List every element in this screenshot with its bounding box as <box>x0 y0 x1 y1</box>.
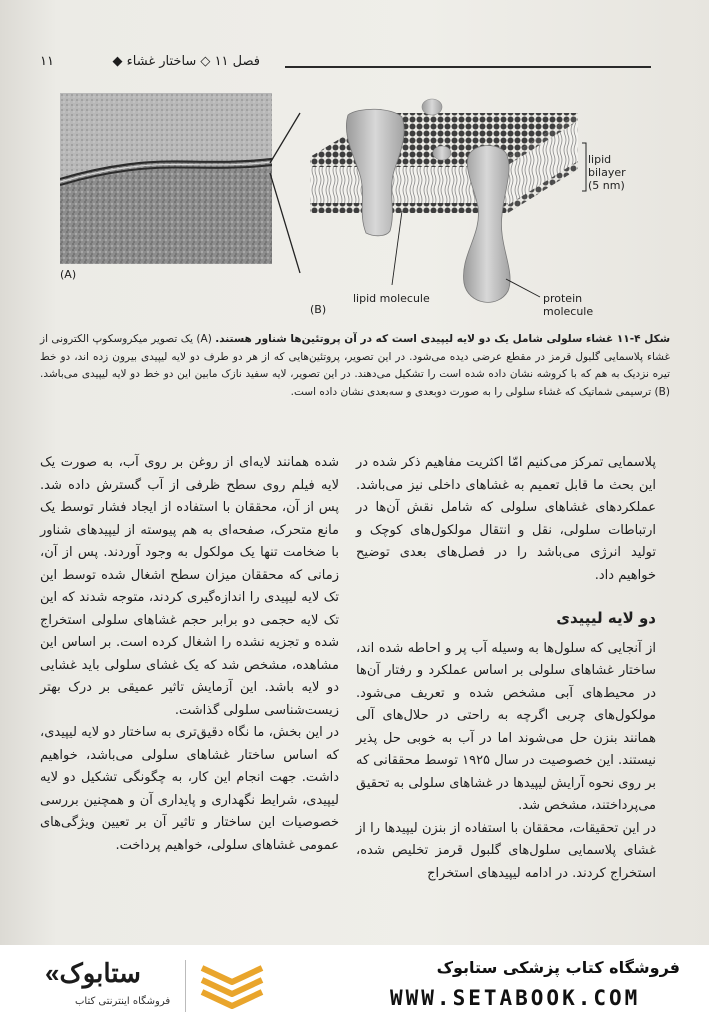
figure-caption <box>40 331 670 401</box>
protein-molecule-label <box>543 292 593 318</box>
shop-url[interactable]: WWW.SETABOOK.COM <box>390 986 641 1010</box>
book-stack-icon <box>196 962 268 1012</box>
page-number: ۱۱ <box>40 54 54 69</box>
lipid-bilayer-label-line1: lipid <box>588 153 612 166</box>
right-paragraph-2: از آنجایی که سلول‌ها به وسیله آب پر و احاطه شده اند، ساختار غشاهای سلولی بر اساس عملکرد و رفتار آن‌ها در محیط‌های آبی مشخص شده و تعریف می‌شود. مولکول‌های چربی اگرچه به راحتی در حلال‌های آلی همانند بنزن حل می‌شوند اما در آب به خوبی حل پذیر نیستند. این خصوصیت در سال ۱۹۲۵ توسط محققانی که بر روی نحوه آرایش لیپیدها در غشاهای سلولی به تحقیق می‌پرداختند، مشخص شد. <box>356 640 656 813</box>
right-paragraph-1: پلاسمایی تمرکز می‌کنیم امّا اکثریت مفاهیم ذکر شده در این بحث ما قابل تعمیم به غشاهای داخلی نیز می‌باشد. عملکردهای غشاهای سلولی که شامل نقش آن‌ها در ارتباطات سلولی، نقل و انتقال مولکول‌های کوچک و تولید انرژی می‌باشد را در فصل‌های بعدی توضیح خواهیم داد. <box>356 455 656 583</box>
logo-divider <box>185 960 186 1012</box>
left-column <box>40 452 339 857</box>
shop-name: فروشگاه کتاب پزشکی ستابوک <box>436 958 680 977</box>
logo-wordmark: «ستابوک <box>45 958 141 988</box>
page-header <box>0 52 709 82</box>
left-paragraph-2: در این بخش، ما نگاه دقیق‌تری به ساختار دو لایه لیپیدی، که اساس ساختار غشاهای سلولی می‌باشد، خواهیم داشت. جهت انجام این کار، به چگونگی تشکیل دو لایه لیپیدی، شرایط نگهداری و پایداری آن و همچنین بررسی خصوصیات این ساختار و تاثیر آن بر تعیین ویژگی‌های عمومی غشاهای سلولی، خواهیم پرداخت. <box>40 725 339 853</box>
caption-body: (A) یک تصویر میکروسکوپ الکترونی از غشاء پلاسمایی گلبول قرمز در مقطع عرضی دیده می‌شود. در این تصویر، پروتئین‌هایی که از هر دو طرف دو لایه لیپیدی بیرون زده اند، دو خط تیره نزدیک به هم که با کروشه نشان داده شده است را تشکیل می‌دهند. در این تصویر، لایه سفید نازک مابین این دو خط دو لایه لیپیدی می‌باشد. (B) ترسیمی شماتیک که غشاء سلولی را به صورت دوبعدی و سه‌بعدی نشان داده است. <box>40 333 670 398</box>
chapter-title: فصل ۱۱ ◇ ساختار غشاء ◆ <box>112 54 260 69</box>
logo-tagline: فروشگاه اینترنتی کتاب <box>75 996 171 1007</box>
lipid-bilayer-label-line2: bilayer <box>588 166 626 179</box>
right-column <box>356 452 656 885</box>
right-paragraph-3: در این تحقیقات، محققان با استفاده از بنزن لیپیدها را از غشای پلاسمایی سلول‌های گلبول قرمز تخلیص شده، استخراج کردند. در ادامه لیپیدهای استخراج <box>356 820 656 881</box>
figure-b-label: (B) <box>310 303 327 316</box>
lipid-bilayer-label-line3: (5 nm) <box>588 179 625 192</box>
protein-label-line2: molecule <box>543 305 594 318</box>
micrograph-image <box>60 93 272 264</box>
lipid-bilayer-label <box>588 153 626 192</box>
lipid-molecule-label: lipid molecule <box>353 292 430 305</box>
section-heading: دو لایه لیپیدی <box>556 609 656 627</box>
figure-a-label: (A) <box>60 268 77 281</box>
protein-label-line1: protein <box>543 292 583 305</box>
membrane-diagram <box>262 95 592 325</box>
caption-title: شکل ۴-۱۱ غشاء سلولی شامل یک دو لایه لیپیدی است که در آن پروتئین‌ها شناور هستند. <box>215 333 671 345</box>
left-paragraph-1: شده همانند لایه‌ای از روغن بر روی آب، به صورت یک لایه فیلم روی سطح ظرفی از آب گسترش داده شد. پس از آن، محققان با استفاده از ایجاد فشار توسط یک مانع متحرک، صفحه‌ای به هم پیوسته از لیپیدهای شناور با ضخامت تنها یک مولکول به وجود آوردند. پس از آن، زمانی که محققان میزان سطح اشغال شده توسط این تک لایه لیپیدی را اندازه‌گیری کردند، متوجه شدند که این تک لایه حجمی دو برابر حجم غشاهای سلولی استخراج شده و تجزیه نشده را اشغال کرده است. بر اساس این مشاهده، مشخص شد که یک غشای سلولی باید غشایی دو لایه باشد. این آزمایش تاثیر عمیقی بر درک بهتر زیست‌شناسی سلولی گذاشت. <box>40 455 339 718</box>
header-rule <box>285 66 651 68</box>
